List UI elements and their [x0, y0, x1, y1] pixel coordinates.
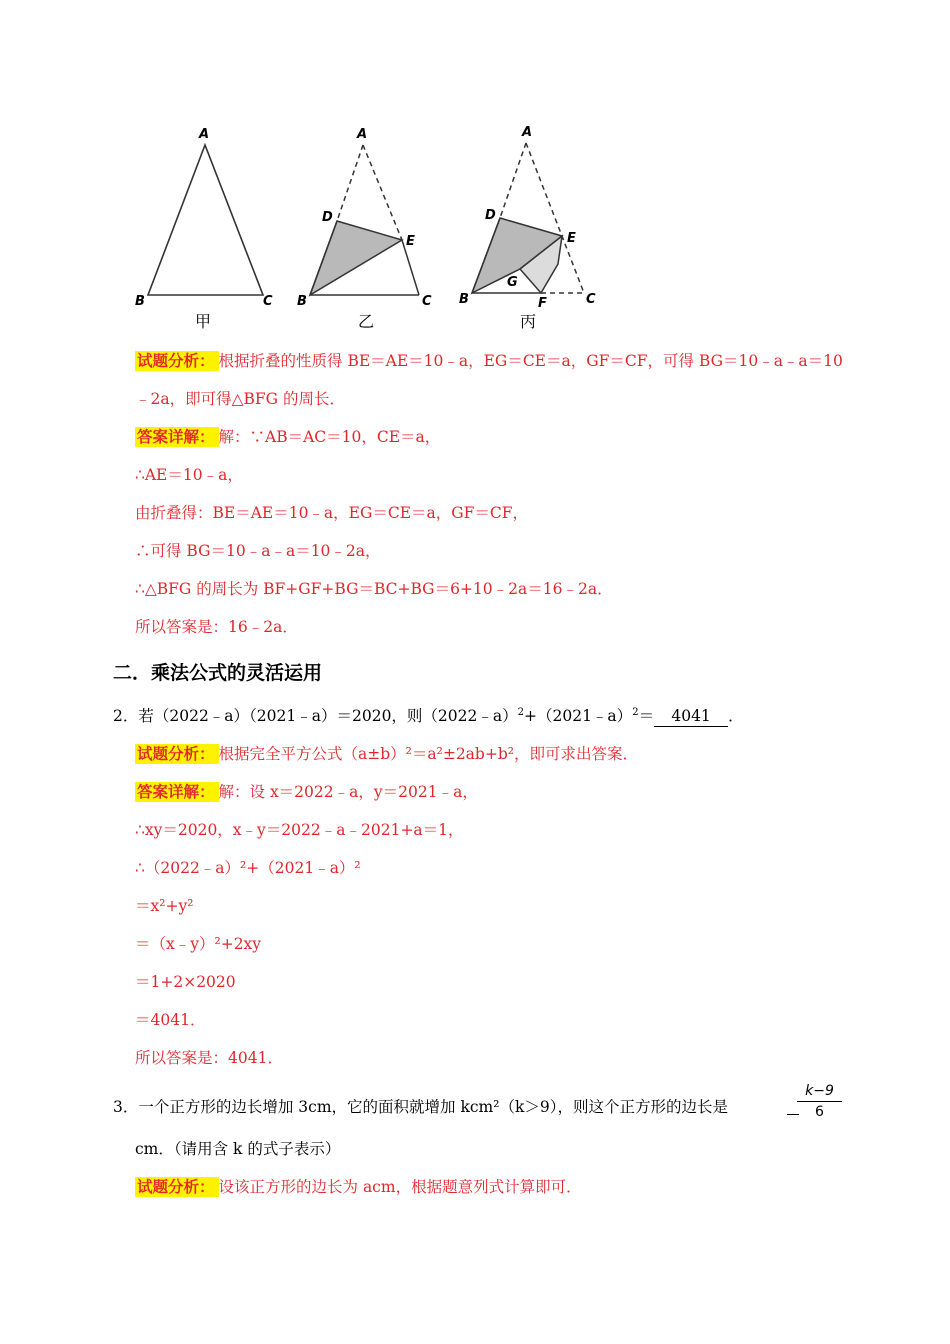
caption-bing: 丙	[520, 312, 537, 331]
q3-analysis	[135, 1177, 582, 1197]
q2-detail-line1: 解：设 x＝2022﹣a，y＝2021﹣a，	[218, 783, 478, 801]
label-b: B	[297, 294, 307, 309]
label-a: A	[357, 127, 368, 142]
q1-analysis	[135, 351, 843, 371]
caption-yi: 乙	[358, 312, 375, 331]
q2-end: ．	[728, 707, 744, 725]
q2-line2: ∴xy＝2020，x﹣y＝2022﹣a﹣2021+a＝1，	[135, 821, 464, 839]
figure-bing	[459, 125, 596, 331]
q2-line5: ＝（x﹣y）²+2xy	[135, 935, 262, 953]
label-f: F	[538, 296, 547, 311]
q2-line4: ＝x²+y²	[135, 897, 194, 915]
label-a: A	[522, 125, 533, 140]
q1-detail	[135, 427, 440, 447]
q2-question: 2．若（2022﹣a）（2021﹣a）＝2020，则（2022﹣a）$^2$+（2021﹣a）$^2$＝ 4041 ．	[113, 707, 744, 725]
detail-tag: 答案详解：	[135, 782, 219, 802]
q2-prefix: 2．若（2022﹣a）（2021﹣a）＝2020，则（2022﹣a）	[113, 707, 518, 725]
q2-answer-blank: 4041	[654, 706, 728, 727]
fraction-numerator: k−9	[797, 1083, 842, 1102]
q1-analysis-line1: 根据折叠的性质得 BE＝AE＝10﹣a，EG＝CE＝a，GF＝CF，可得 BG＝10﹣a﹣a＝10	[218, 352, 843, 370]
q3-answer-fraction	[797, 1083, 842, 1120]
q2-detail	[135, 782, 478, 802]
q3-question: 3．一个正方形的边长增加 3cm，它的面积就增加 kcm²（k＞9），则这个正方形的边长是	[113, 1098, 728, 1116]
label-e: E	[567, 231, 576, 246]
q3-question-cont: cm．（请用含 k 的式子表示）	[135, 1140, 341, 1158]
section-heading: 二．乘法公式的灵活运用	[113, 662, 323, 684]
q1-line3: 由折叠得：BE＝AE＝10﹣a，EG＝CE＝a，GF＝CF，	[135, 504, 529, 522]
q1-line2: ∴AE＝10﹣a，	[135, 466, 243, 484]
analysis-tag: 试题分析：	[135, 1177, 219, 1197]
q3-analysis-text: 设该正方形的边长为 acm，根据题意列式计算即可．	[218, 1178, 582, 1196]
q2-line8: 所以答案是：4041．	[135, 1049, 283, 1067]
label-d: D	[322, 210, 333, 225]
q2-suffix: ＝	[638, 707, 655, 725]
q1-line6: 所以答案是：16﹣2a．	[135, 618, 298, 636]
label-b: B	[135, 294, 145, 309]
label-c: C	[586, 292, 596, 307]
label-c: C	[263, 294, 273, 309]
folding-diagram	[125, 115, 605, 340]
figure-yi	[297, 127, 432, 331]
q2-analysis-text: 根据完全平方公式（a±b）²＝a²±2ab+b²，即可求出答案．	[218, 745, 638, 763]
triangle-figures	[125, 115, 605, 340]
label-c: C	[422, 294, 432, 309]
q2-mid: +（2021﹣a）	[524, 707, 633, 725]
q1-detail-line1: 解：∵AB＝AC＝10，CE＝a，	[218, 428, 441, 446]
label-g: G	[507, 275, 518, 290]
label-e: E	[406, 234, 415, 249]
label-d: D	[485, 208, 496, 223]
q2-line3: ∴（2022﹣a）²+（2021﹣a）²	[135, 859, 361, 877]
detail-tag: 答案详解：	[135, 427, 219, 447]
caption-jia: 甲	[195, 312, 212, 331]
analysis-tag: 试题分析：	[135, 351, 219, 371]
label-a: A	[199, 127, 210, 142]
q2-line6: ＝1+2×2020	[135, 973, 236, 991]
analysis-tag: 试题分析：	[135, 744, 219, 764]
fraction-denominator: 6	[815, 1104, 824, 1120]
q2-analysis	[135, 744, 638, 764]
q1-line4: ∴可得 BG＝10﹣a﹣a＝10﹣2a，	[135, 542, 381, 560]
label-b: B	[459, 292, 469, 307]
q1-analysis-cont: ﹣2a，即可得△BFG 的周长．	[135, 390, 345, 408]
q2-line7: ＝4041．	[135, 1011, 206, 1029]
q1-line5: ∴△BFG 的周长为 BF+GF+BG＝BC+BG＝6+10﹣2a＝16﹣2a．	[135, 580, 613, 598]
figure-jia	[135, 127, 273, 331]
